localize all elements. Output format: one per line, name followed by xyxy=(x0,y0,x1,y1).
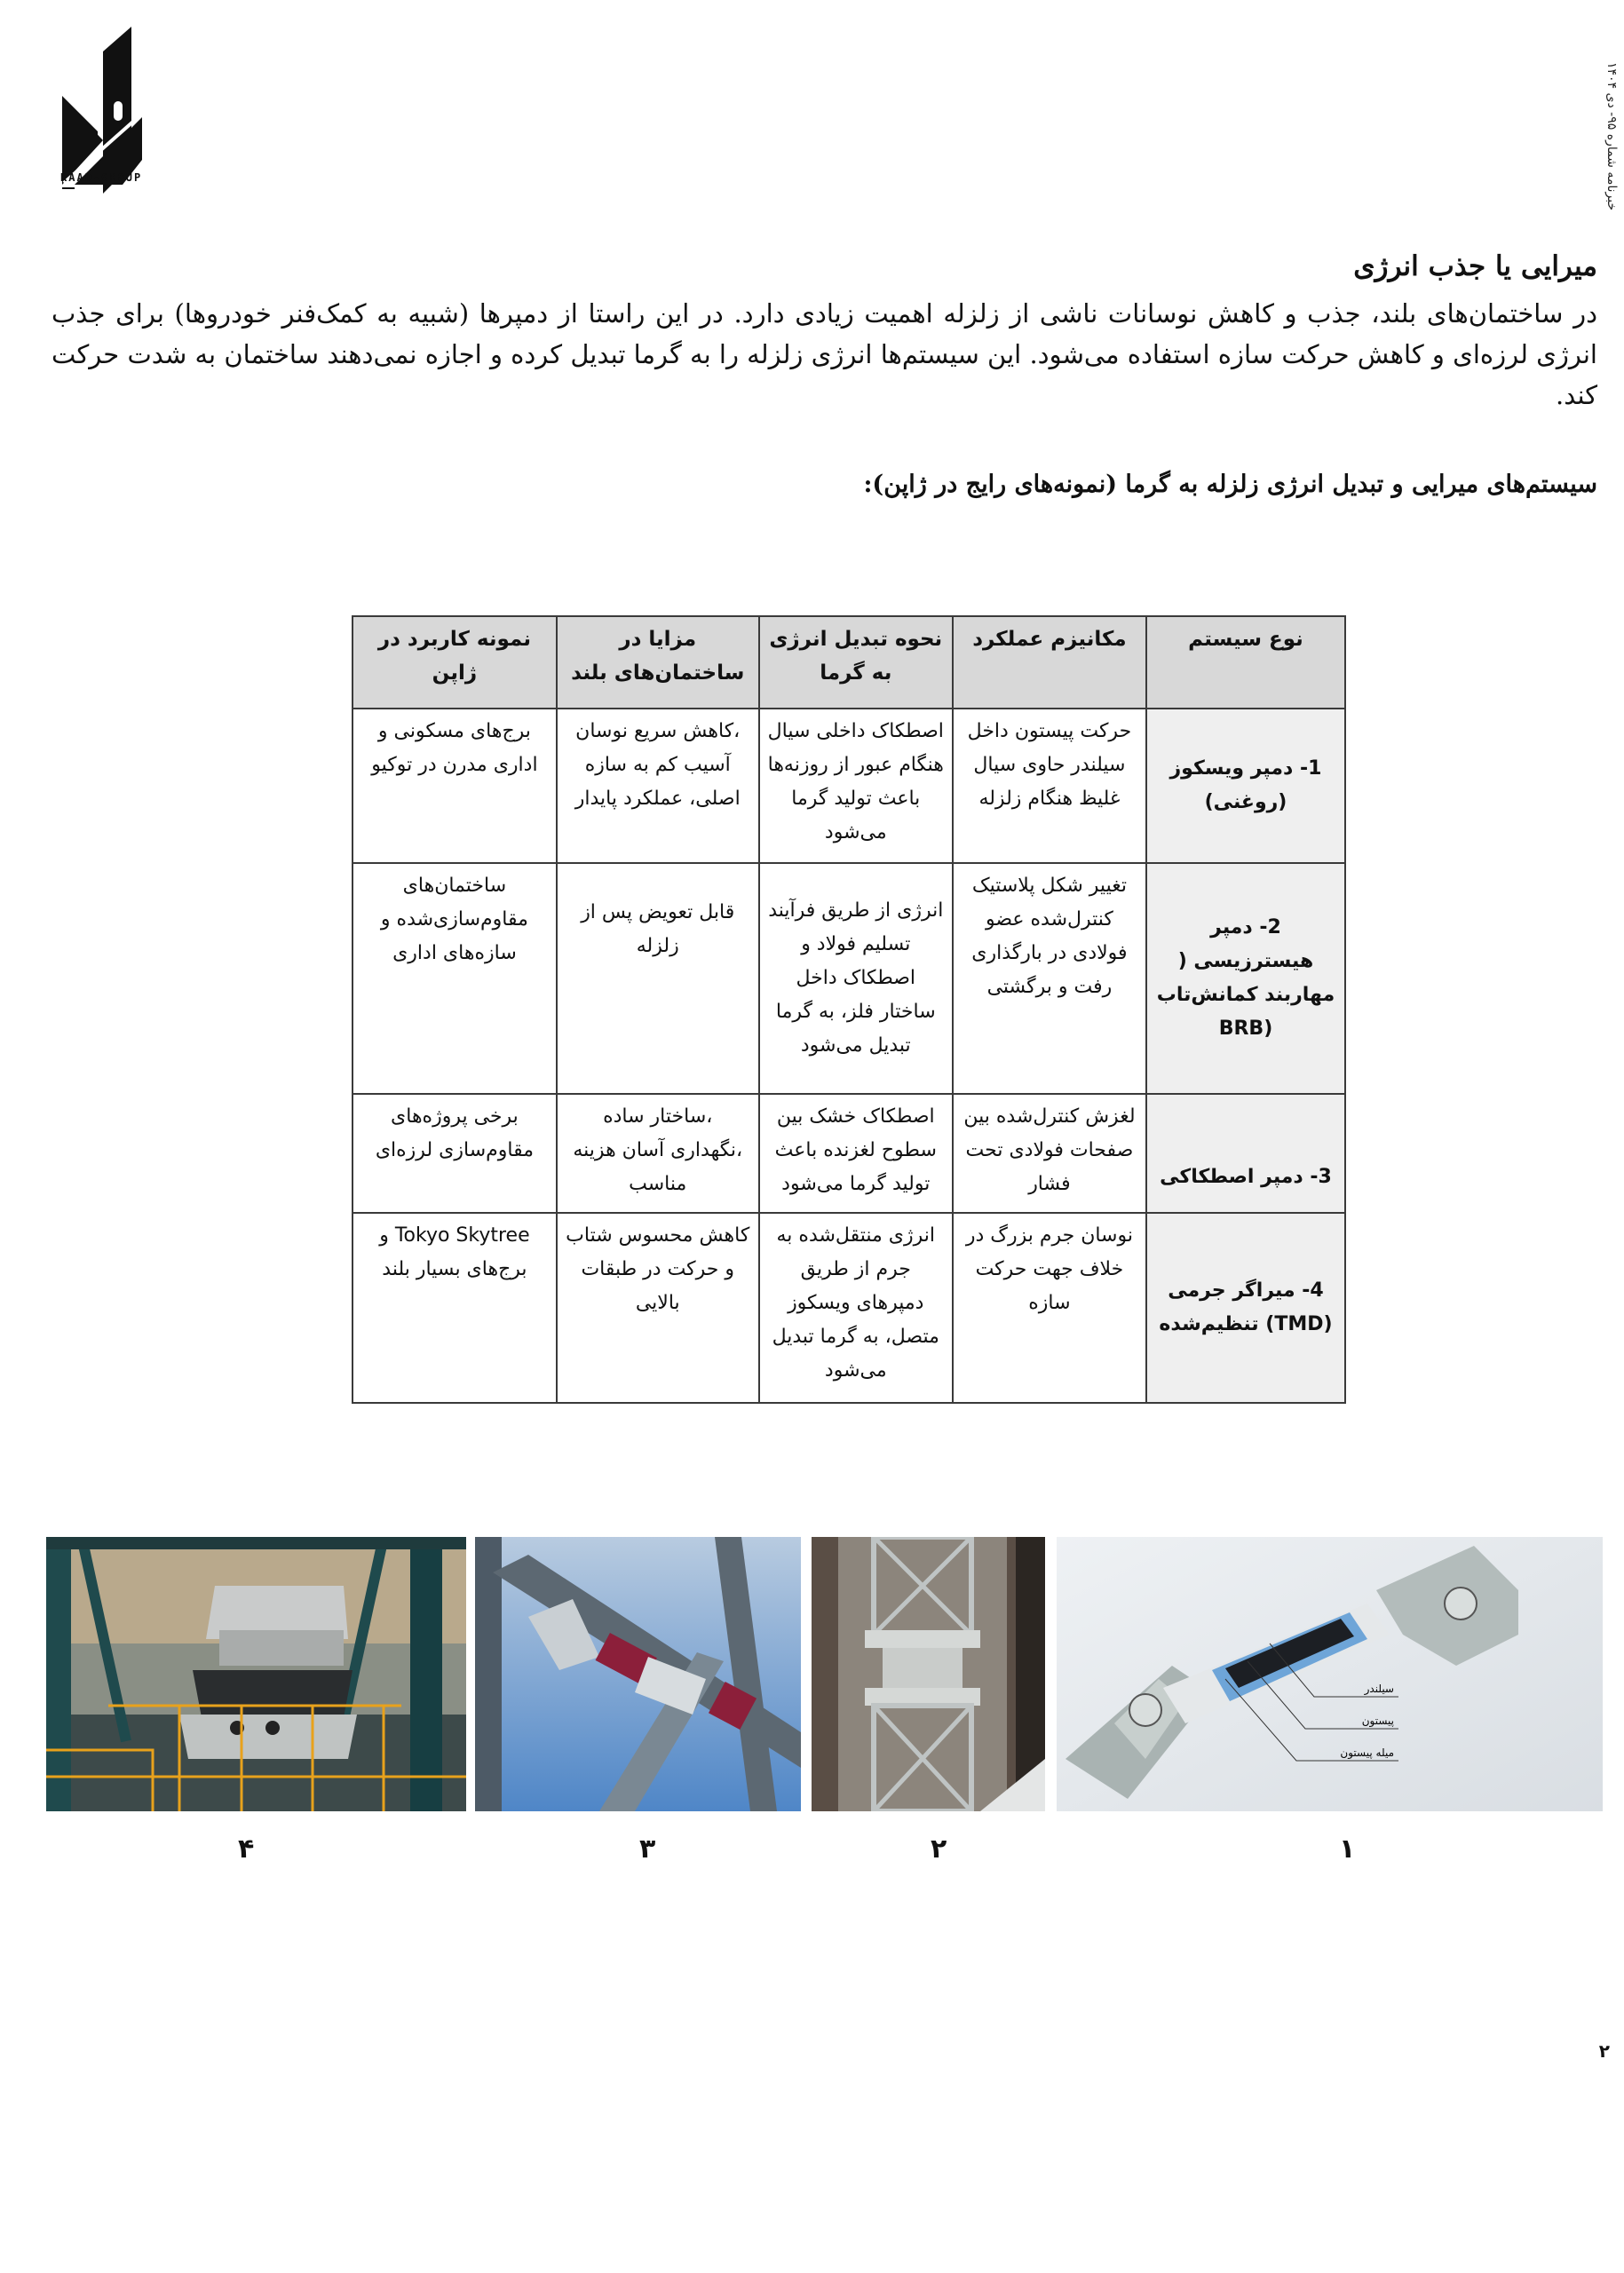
table-row xyxy=(353,1213,1345,1403)
cell-mechanism: حرکت پیستون داخل سیلندر حاوی سیال غلیظ هنگام زلزله xyxy=(953,709,1146,863)
table-row xyxy=(353,1094,1345,1213)
cell-advantages: قابل تعویض پس از زلزله xyxy=(557,863,759,1094)
newsletter-issue-label: خبرنامه شماره ۹۵- دی ۱۴۰۴ xyxy=(1604,62,1619,211)
caption-2: ۲ xyxy=(931,1833,947,1865)
header-example: نمونه کاربرد در ژاپن xyxy=(353,616,557,709)
callout-piston: پیستون xyxy=(1361,1715,1394,1727)
caption-4: ۴ xyxy=(238,1833,255,1865)
cell-advantages: ،ساختار ساده ،نگهداری آسان هزینه مناسب xyxy=(557,1094,759,1213)
table-row xyxy=(353,709,1345,863)
logo-underline xyxy=(62,187,75,189)
callout-cylinder: سیلندر xyxy=(1364,1683,1394,1695)
callout-piston-rod: میله پیستون xyxy=(1340,1746,1394,1759)
cell-type: 2- دمپر هیسترزیسی ( مهاربند کمانش‌تاب (BRB xyxy=(1146,863,1345,1094)
cell-conversion: انرژی از طریق فرآیند تسلیم فولاد و اصطکاک داخل ساختار فلز، به گرما تبدیل می‌شود xyxy=(759,863,953,1094)
cell-conversion: اصطکاک خشک بین سطوح لغزنده باعث تولید گرما می‌شود xyxy=(759,1094,953,1213)
cell-mechanism: نوسان جرم بزرگ در خلاف جهت حرکت سازه xyxy=(953,1213,1146,1403)
caption-3: ۳ xyxy=(639,1833,656,1865)
header-mechanism: مکانیزم عملکرد xyxy=(953,616,1146,709)
header-advantages: مزایا در ساختمان‌های بلند xyxy=(557,616,759,709)
header-conversion: نحوه تبدیل انرژی به گرما xyxy=(759,616,953,709)
cell-example: برخی پروژه‌های مقاوم‌سازی لرزه‌ای xyxy=(353,1094,557,1213)
cell-type: 4- میراگر جرمی (TMD) تنظیم‌شده xyxy=(1146,1213,1345,1403)
cell-advantages: ،کاهش سریع نوسان آسیب کم به سازه اصلی، عملکرد پایدار xyxy=(557,709,759,863)
cell-mechanism: تغییر شکل پلاستیک کنترل‌شده عضو فولادی در بارگذاری رفت و برگشتی xyxy=(953,863,1146,1094)
intro-paragraph: در ساختمان‌های بلند، جذب و کاهش نوسانات ناشی از زلزله اهمیت زیادی دارد. در این راستا از دمپرها (شبیه به کمک‌فنر خودروها) برای جذب انرژی لرزه‌ای و کاهش حرکت سازه استفاده می‌شود. این سیستم‌ها انرژی زلزله را به گرما تبدیل کرده و اجازه نمی‌دهند ساختمان به شدت حرکت کند. xyxy=(51,298,1597,410)
table-row xyxy=(353,863,1345,1094)
cell-example: Tokyo Skytree و برج‌های بسیار بلند xyxy=(353,1213,557,1403)
cell-mechanism: لغزش کنترل‌شده بین صفحات فولادی تحت فشار xyxy=(953,1094,1146,1213)
caption-1: ۱ xyxy=(1339,1833,1356,1865)
cell-type: 3- دمپر اصطکاکی xyxy=(1146,1094,1345,1213)
damping-systems-table xyxy=(352,615,1346,1404)
logo-text: RAAD-GROUP xyxy=(60,171,143,184)
cell-conversion: اصطکاک داخلی سیال هنگام عبور از روزنه‌ها باعث تولید گرما می‌شود xyxy=(759,709,953,863)
cell-advantages: کاهش محسوس شتاب و حرکت در طبقات بالایی xyxy=(557,1213,759,1403)
table-header-row xyxy=(353,616,1345,709)
cell-example: ساختمان‌های مقاوم‌سازی‌شده و سازه‌های اداری xyxy=(353,863,557,1094)
cell-type: 1- دمپر ویسکوز (روغنی) xyxy=(1146,709,1345,863)
photo-hysteretic-damper xyxy=(812,1537,1045,1811)
cell-example: برج‌های مسکونی و اداری مدرن در توکیو xyxy=(353,709,557,863)
photo-friction-damper xyxy=(475,1537,801,1811)
cell-conversion: انرژی منتقل‌شده به جرم از طریق دمپرهای ویسکوز متصل، به گرما تبدیل می‌شود xyxy=(759,1213,953,1403)
table-caption: سیستم‌های میرایی و تبدیل انرژی زلزله به گرما (نمونه‌های رایج در ژاپن): xyxy=(863,471,1597,498)
diagram-viscous-damper xyxy=(1057,1537,1603,1811)
header-system-type: نوع سیستم xyxy=(1146,616,1345,709)
section-title: میرایی یا جذب انرژی xyxy=(1353,250,1597,282)
photo-tmd-hall xyxy=(46,1537,466,1811)
page-number: ۲ xyxy=(1598,2040,1610,2062)
